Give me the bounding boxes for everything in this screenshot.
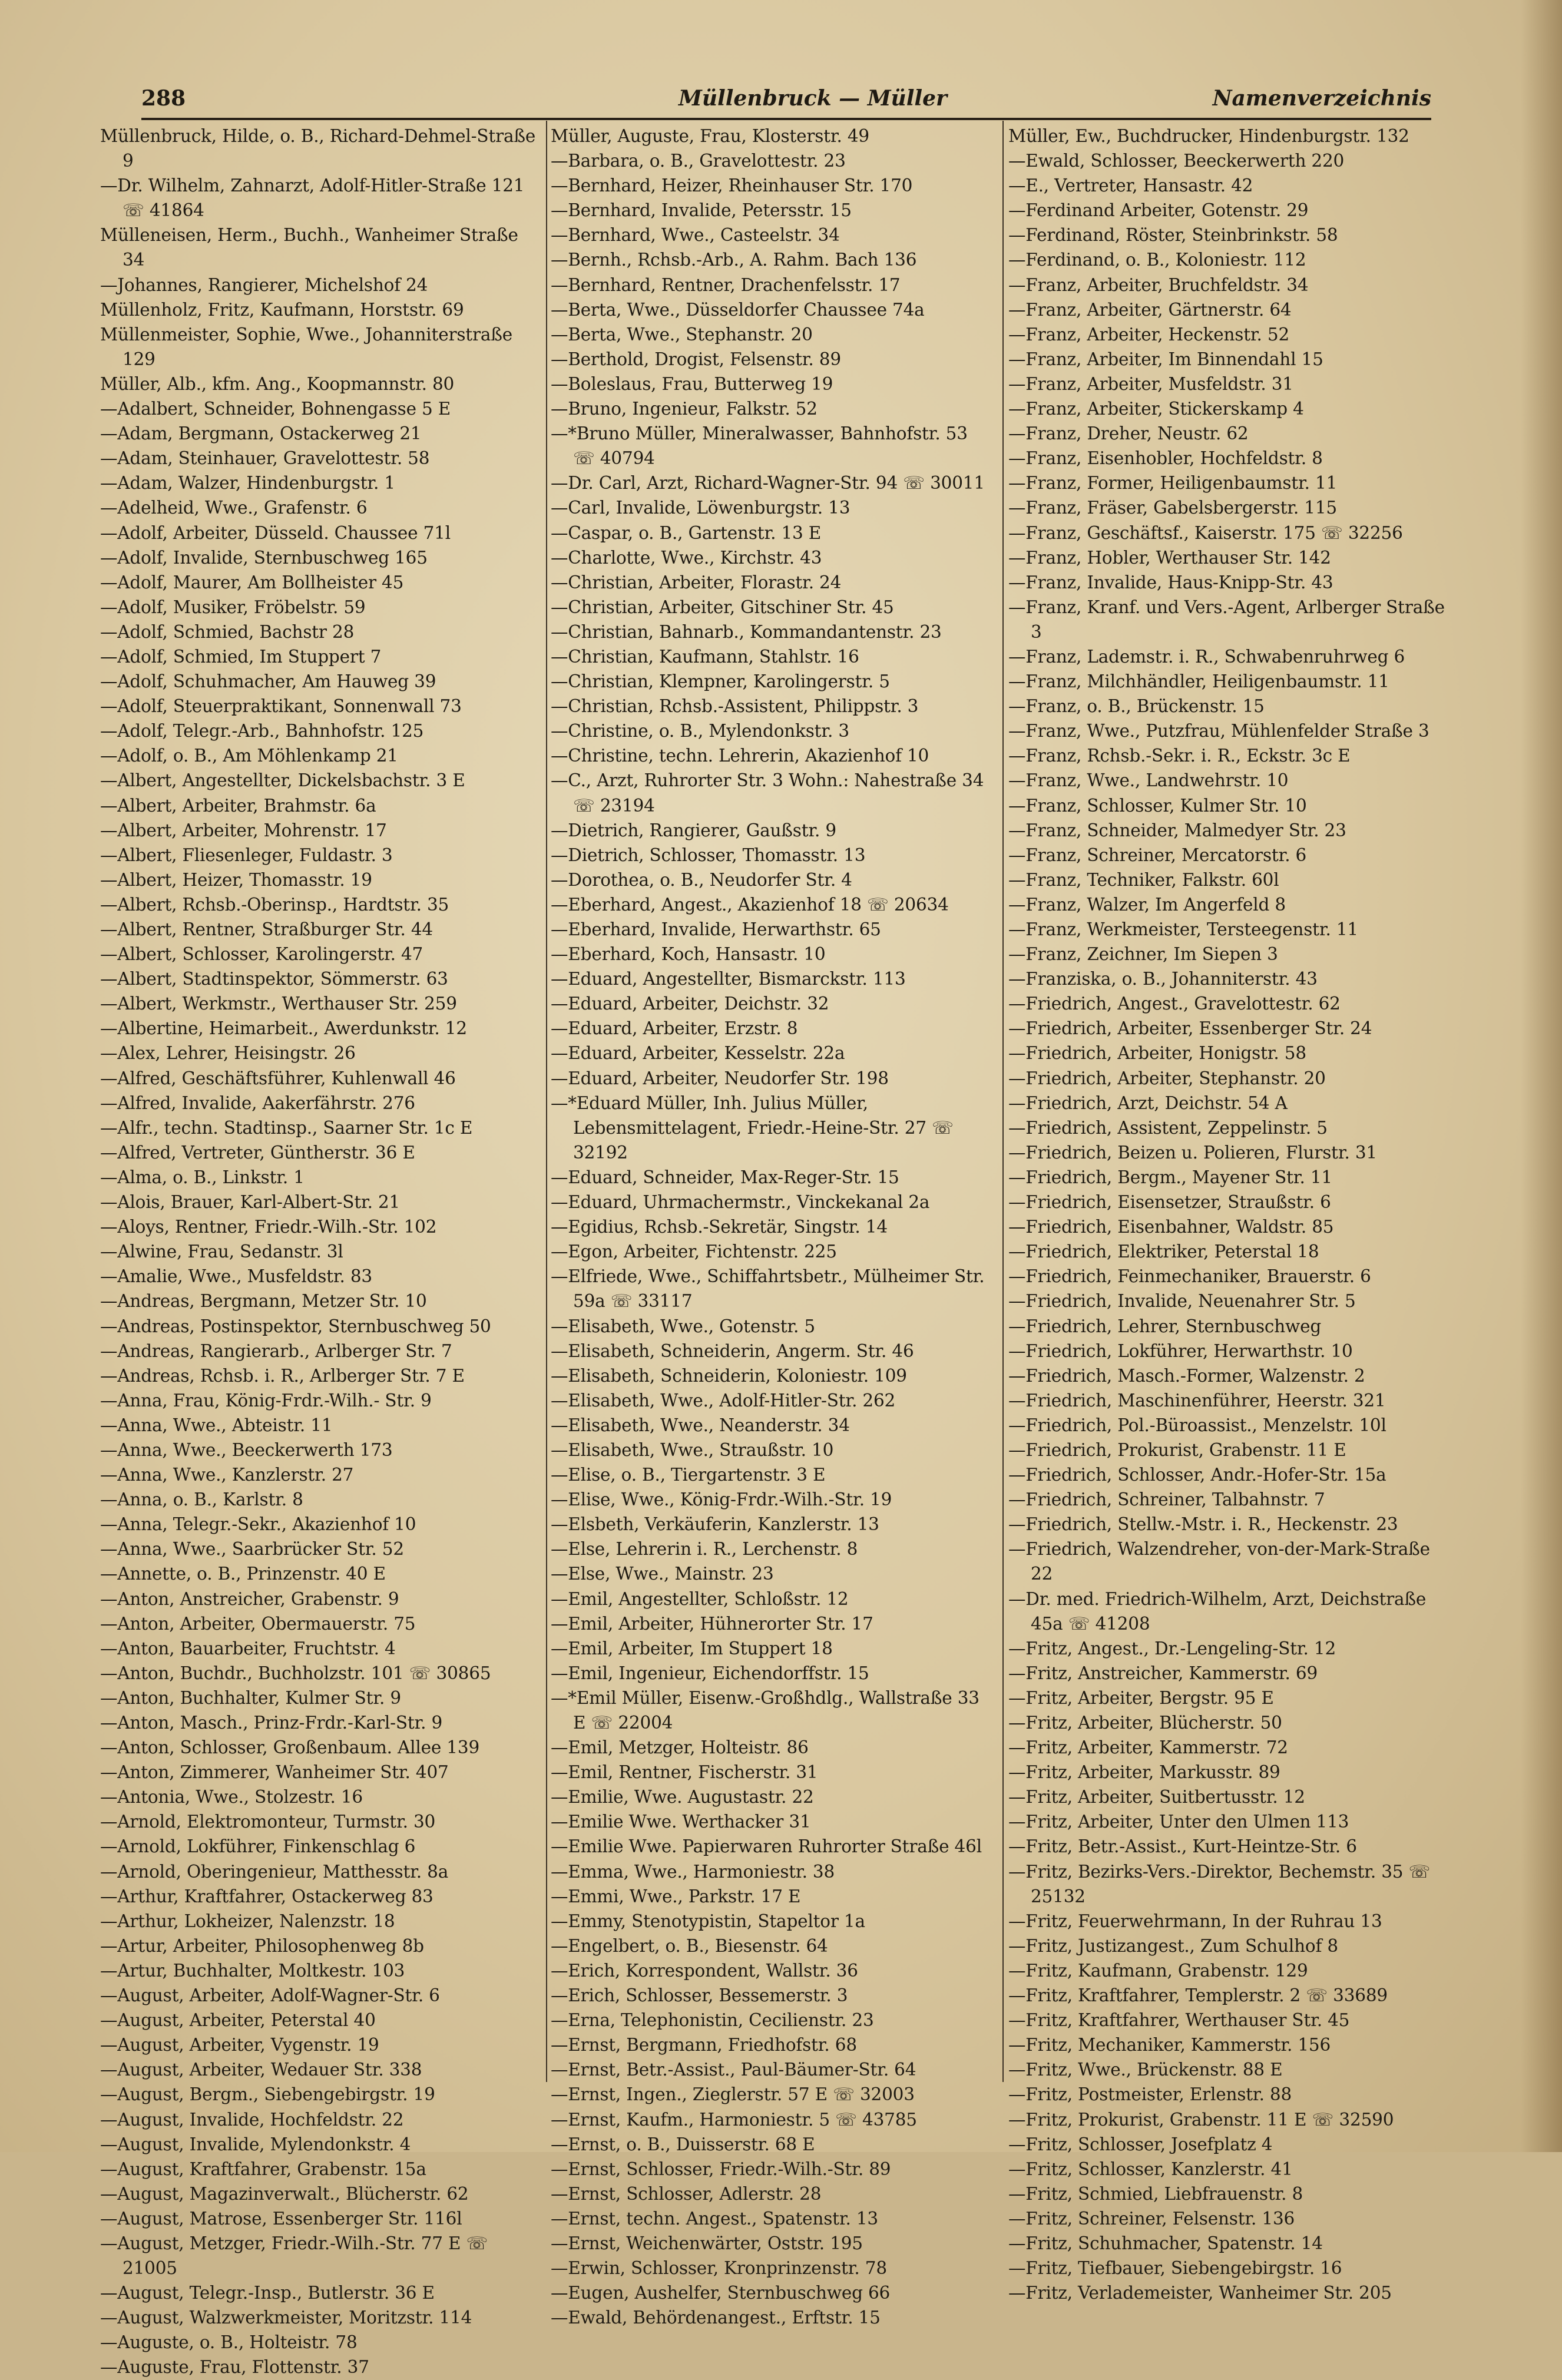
page-number: 288 bbox=[141, 86, 186, 111]
directory-entry: —Eberhard, Invalide, Herwarthstr. 65 bbox=[551, 919, 881, 939]
directory-entry: —Arthur, Kraftfahrer, Ostackerweg 83 bbox=[100, 1886, 433, 1906]
directory-entry: —Fritz, Justizangest., Zum Schulhof 8 bbox=[1008, 1935, 1338, 1956]
directory-entry: —Ernst, Bergmann, Friedhofstr. 68 bbox=[551, 2035, 857, 2055]
directory-entry: —Anton, Masch., Prinz-Frdr.-Karl-Str. 9 bbox=[100, 1713, 443, 1733]
directory-entry: —Alex, Lehrer, Heisingstr. 26 bbox=[100, 1043, 356, 1064]
directory-entry: —Franz, Invalide, Haus-Knipp-Str. 43 bbox=[1008, 572, 1333, 592]
directory-entry: —Franz, Zeichner, Im Siepen 3 bbox=[1008, 944, 1278, 965]
directory-entry: —Franz, Kranf. und Vers.-Agent, Arlberger Straße 3 bbox=[1008, 597, 1445, 642]
directory-entry: —Fritz, Kaufmann, Grabenstr. 129 bbox=[1008, 1960, 1308, 1981]
directory-entry: —Adolf, Musiker, Fröbelstr. 59 bbox=[100, 597, 366, 617]
directory-entry: —Erwin, Schlosser, Kronprinzenstr. 78 bbox=[551, 2258, 887, 2279]
directory-entry: —Franz, Arbeiter, Bruchfeldstr. 34 bbox=[1008, 274, 1309, 295]
directory-entry: —Ewald, Behördenangest., Erftstr. 15 bbox=[551, 2308, 881, 2328]
directory-entry: —Franz, Arbeiter, Heckenstr. 52 bbox=[1008, 324, 1290, 345]
directory-entry: —Elsbeth, Verkäuferin, Kanzlerstr. 13 bbox=[551, 1514, 879, 1535]
directory-entry: —Christian, Arbeiter, Florastr. 24 bbox=[551, 572, 842, 592]
directory-entry: —Adolf, Schmied, Im Stuppert 7 bbox=[100, 646, 382, 667]
directory-entry: Müller, Ew., Buchdrucker, Hindenburgstr. 132 bbox=[1008, 126, 1409, 146]
directory-entry: —Dr. Wilhelm, Zahnarzt, Adolf-Hitler-Straße 121 ☏ 41864 bbox=[100, 176, 525, 221]
directory-entry: —Christian, Arbeiter, Gitschiner Str. 45 bbox=[551, 597, 894, 617]
directory-entry: —Eduard, Uhrmachermstr., Vinckekanal 2a bbox=[551, 1192, 930, 1213]
directory-entry: —Elise, o. B., Tiergartenstr. 3 E bbox=[551, 1465, 826, 1485]
directory-entry: —Dorothea, o. B., Neudorfer Str. 4 bbox=[551, 869, 852, 890]
directory-entry: —Friedrich, Walzendreher, von-der-Mark-Straße 22 bbox=[1008, 1539, 1430, 1584]
directory-entry: —Fritz, Verlademeister, Wanheimer Str. 205 bbox=[1008, 2283, 1392, 2303]
page-spine-shadow bbox=[1521, 0, 1562, 2152]
directory-entry: —Albert, Rchsb.-Oberinsp., Hardtstr. 35 bbox=[100, 894, 449, 915]
directory-entry: —Friedrich, Assistent, Zeppelinstr. 5 bbox=[1008, 1117, 1328, 1138]
directory-entry: —Franz, o. B., Brückenstr. 15 bbox=[1008, 696, 1265, 717]
directory-entry: —Ernst, o. B., Duisserstr. 68 E bbox=[551, 2134, 815, 2154]
directory-entry: —Anna, Frau, König-Frdr.-Wilh.- Str. 9 bbox=[100, 1390, 432, 1411]
directory-entry: —Franz, Arbeiter, Gärtnerstr. 64 bbox=[1008, 299, 1292, 320]
directory-entry: —Friedrich, Angest., Gravelottestr. 62 bbox=[1008, 994, 1341, 1014]
directory-entry: —Artur, Buchhalter, Moltkestr. 103 bbox=[100, 1960, 405, 1981]
directory-entry: —Franz, Techniker, Falkstr. 60l bbox=[1008, 869, 1279, 890]
column-2 bbox=[551, 124, 994, 2330]
directory-entry: —Berthold, Drogist, Felsenstr. 89 bbox=[551, 349, 841, 369]
directory-entry: —Eugen, Aushelfer, Sternbuschweg 66 bbox=[551, 2283, 891, 2303]
directory-entry: —August, Arbeiter, Wedauer Str. 338 bbox=[100, 2060, 422, 2080]
directory-entry: —Fritz, Prokurist, Grabenstr. 11 E ☏ 32590 bbox=[1008, 2109, 1394, 2130]
directory-entry: —Franz, Schlosser, Kulmer Str. 10 bbox=[1008, 795, 1307, 816]
directory-entry: —Anton, Schlosser, Großenbaum. Allee 139 bbox=[100, 1737, 480, 1758]
directory-entry: —Franz, Rchsb.-Sekr. i. R., Eckstr. 3c E bbox=[1008, 746, 1351, 766]
directory-entry: —Fritz, Schlosser, Kanzlerstr. 41 bbox=[1008, 2159, 1293, 2179]
directory-entry: —Elisabeth, Wwe., Adolf-Hitler-Str. 262 bbox=[551, 1390, 896, 1411]
directory-entry: —Elisabeth, Schneiderin, Koloniestr. 109 bbox=[551, 1365, 907, 1386]
directory-entry: —Anna, o. B., Karlstr. 8 bbox=[100, 1489, 303, 1510]
directory-entry: —Boleslaus, Frau, Butterweg 19 bbox=[551, 373, 833, 394]
directory-entry: —Egidius, Rchsb.-Sekretär, Singstr. 14 bbox=[551, 1217, 888, 1237]
directory-entry: —Anna, Telegr.-Sekr., Akazienhof 10 bbox=[100, 1514, 416, 1535]
directory-entry: —Adolf, o. B., Am Möhlenkamp 21 bbox=[100, 746, 398, 766]
directory-entry: —Emilie, Wwe. Augustastr. 22 bbox=[551, 1787, 814, 1808]
directory-entry: —Albert, Angestellter, Dickelsbachstr. 3 E bbox=[100, 770, 465, 791]
column-divider bbox=[1002, 121, 1004, 2082]
directory-entry: —Alwine, Frau, Sedanstr. 3l bbox=[100, 1242, 343, 1262]
directory-entry: —E., Vertreter, Hansastr. 42 bbox=[1008, 176, 1253, 196]
directory-entry: —Fritz, Schmied, Liebfrauenstr. 8 bbox=[1008, 2183, 1303, 2204]
directory-entry: —Franz, Arbeiter, Im Binnendahl 15 bbox=[1008, 349, 1323, 369]
directory-entry: —Elisabeth, Wwe., Gotenstr. 5 bbox=[551, 1316, 815, 1336]
directory-entry: —Adam, Bergmann, Ostackerweg 21 bbox=[100, 423, 422, 444]
directory-entry: —Franz, Dreher, Neustr. 62 bbox=[1008, 423, 1249, 444]
directory-entry: —Friedrich, Lehrer, Sternbuschweg bbox=[1008, 1316, 1322, 1336]
directory-entry: —Friedrich, Maschinenführer, Heerstr. 321 bbox=[1008, 1390, 1386, 1411]
directory-entry: —Franz, Milchhändler, Heiligenbaumstr. 11 bbox=[1008, 671, 1389, 692]
directory-entry: —Franz, Wwe., Putzfrau, Mühlenfelder Straße 3 bbox=[1008, 721, 1429, 742]
directory-entry: —Andreas, Bergmann, Metzer Str. 10 bbox=[100, 1291, 427, 1312]
directory-entry: —Annette, o. B., Prinzenstr. 40 E bbox=[100, 1564, 386, 1584]
directory-entry: —Berta, Wwe., Düsseldorfer Chaussee 74a bbox=[551, 299, 925, 320]
directory-entry: —Christian, Kaufmann, Stahlstr. 16 bbox=[551, 646, 859, 667]
directory-entry: —Franz, Lademstr. i. R., Schwabenruhrweg 6 bbox=[1008, 646, 1405, 667]
directory-entry: —Eduard, Arbeiter, Neudorfer Str. 198 bbox=[551, 1068, 889, 1088]
directory-entry: —Albert, Schlosser, Karolingerstr. 47 bbox=[100, 944, 423, 965]
directory-entry: —Franz, Former, Heiligenbaumstr. 11 bbox=[1008, 473, 1338, 494]
directory-entry: —Dietrich, Schlosser, Thomasstr. 13 bbox=[551, 845, 866, 865]
directory-entry: —Adam, Walzer, Hindenburgstr. 1 bbox=[100, 473, 395, 494]
directory-entry: —August, Metzger, Friedr.-Wilh.-Str. 77 E ☏ 21005 bbox=[100, 2233, 488, 2279]
directory-entry: —Anna, Wwe., Kanzlerstr. 27 bbox=[100, 1465, 354, 1485]
directory-entry: —Fritz, Postmeister, Erlenstr. 88 bbox=[1008, 2084, 1292, 2105]
directory-entry: —Friedrich, Schlosser, Andr.-Hofer-Str. 15a bbox=[1008, 1465, 1386, 1485]
directory-entry: —Ernst, Ingen., Zieglerstr. 57 E ☏ 32003 bbox=[551, 2084, 915, 2105]
directory-entry: —Erich, Schlosser, Bessemerstr. 3 bbox=[551, 1985, 848, 2006]
directory-entry: —Andreas, Postinspektor, Sternbuschweg 50 bbox=[100, 1316, 491, 1336]
directory-entry: —Franz, Arbeiter, Musfeldstr. 31 bbox=[1008, 373, 1293, 394]
directory-entry: —Bernh., Rchsb.-Arb., A. Rahm. Bach 136 bbox=[551, 250, 917, 270]
directory-entry: —Alma, o. B., Linkstr. 1 bbox=[100, 1167, 305, 1187]
directory-entry: —Alfred, Invalide, Aakerfährstr. 276 bbox=[100, 1093, 415, 1113]
directory-entry: —Caspar, o. B., Gartenstr. 13 E bbox=[551, 522, 822, 543]
directory-entry: —Emil, Angestellter, Schloßstr. 12 bbox=[551, 1588, 849, 1609]
directory-entry: —Andreas, Rangierarb., Arlberger Str. 7 bbox=[100, 1340, 452, 1361]
directory-entry: —Emmi, Wwe., Parkstr. 17 E bbox=[551, 1886, 801, 1906]
directory-entry: —Friedrich, Arbeiter, Stephanstr. 20 bbox=[1008, 1068, 1326, 1088]
directory-entry: —Franz, Fräser, Gabelsbergerstr. 115 bbox=[1008, 498, 1337, 518]
directory-entry: —Fritz, Mechaniker, Kammerstr. 156 bbox=[1008, 2035, 1331, 2055]
directory-entry: —Eduard, Arbeiter, Erzstr. 8 bbox=[551, 1018, 798, 1039]
directory-entry: —Berta, Wwe., Stephanstr. 20 bbox=[551, 324, 813, 345]
directory-entry: —August, Telegr.-Insp., Butlerstr. 36 E bbox=[100, 2283, 435, 2303]
directory-entry: —August, Arbeiter, Adolf-Wagner-Str. 6 bbox=[100, 1985, 440, 2006]
directory-entry: —Fritz, Betr.-Assist., Kurt-Heintze-Str. 6 bbox=[1008, 1836, 1357, 1857]
directory-entry: —Ernst, techn. Angest., Spatenstr. 13 bbox=[551, 2208, 878, 2229]
directory-entry: —*Eduard Müller, Inh. Julius Müller, Lebensmittelagent, Friedr.-Heine-Str. 27 ☏ 32192 bbox=[551, 1093, 954, 1163]
directory-entry: —Fritz, Tiefbauer, Siebengebirgstr. 16 bbox=[1008, 2258, 1342, 2279]
directory-entry: —Christian, Bahnarb., Kommandantenstr. 23 bbox=[551, 621, 942, 642]
directory-entry: —Franz, Arbeiter, Stickerskamp 4 bbox=[1008, 399, 1304, 419]
directory-entry: —Ferdinand, o. B., Koloniestr. 112 bbox=[1008, 250, 1306, 270]
directory-entry: —Fritz, Wwe., Brückenstr. 88 E bbox=[1008, 2060, 1283, 2080]
directory-entry: —Emil, Metzger, Holteistr. 86 bbox=[551, 1737, 809, 1758]
directory-entry: —Anna, Wwe., Saarbrücker Str. 52 bbox=[100, 1539, 404, 1560]
directory-entry: —Elisabeth, Wwe., Neanderstr. 34 bbox=[551, 1415, 850, 1435]
directory-entry: —August, Walzwerkmeister, Moritzstr. 114 bbox=[100, 2308, 472, 2328]
directory-entry: —Dr. med. Friedrich-Wilhelm, Arzt, Deichstraße 45a ☏ 41208 bbox=[1008, 1588, 1427, 1634]
directory-entry: —Emil, Arbeiter, Hühnerorter Str. 17 bbox=[551, 1613, 873, 1634]
directory-entry: Mülleneisen, Herm., Buchh., Wanheimer Straße 34 bbox=[100, 225, 518, 270]
directory-entry: —Eduard, Angestellter, Bismarckstr. 113 bbox=[551, 969, 906, 989]
directory-entry: —Friedrich, Invalide, Neuenahrer Str. 5 bbox=[1008, 1291, 1356, 1312]
directory-entry: —Ernst, Schlosser, Friedr.-Wilh.-Str. 89 bbox=[551, 2159, 891, 2179]
directory-entry: —Johannes, Rangierer, Michelshof 24 bbox=[100, 274, 428, 295]
directory-entry: —Franz, Hobler, Werthauser Str. 142 bbox=[1008, 547, 1331, 568]
directory-entry: —Friedrich, Bergm., Mayener Str. 11 bbox=[1008, 1167, 1332, 1187]
directory-entry: —Antonia, Wwe., Stolzestr. 16 bbox=[100, 1787, 363, 1808]
directory-entry: —Fritz, Anstreicher, Kammerstr. 69 bbox=[1008, 1663, 1318, 1683]
directory-entry: —Egon, Arbeiter, Fichtenstr. 225 bbox=[551, 1242, 837, 1262]
directory-entry: —Eduard, Arbeiter, Kesselstr. 22a bbox=[551, 1043, 845, 1064]
directory-entry: —August, Arbeiter, Peterstal 40 bbox=[100, 2010, 376, 2031]
directory-entry: —Anton, Arbeiter, Obermauerstr. 75 bbox=[100, 1613, 416, 1634]
directory-entry: —August, Invalide, Hochfeldstr. 22 bbox=[100, 2109, 404, 2130]
directory-entry: —Fritz, Arbeiter, Unter den Ulmen 113 bbox=[1008, 1812, 1349, 1832]
directory-entry: —Andreas, Rchsb. i. R., Arlberger Str. 7 E bbox=[100, 1365, 465, 1386]
directory-entry: —Alfred, Vertreter, Güntherstr. 36 E bbox=[100, 1142, 415, 1163]
directory-entry: —Emil, Ingenieur, Eichendorffstr. 15 bbox=[551, 1663, 869, 1683]
directory-entry: —Adalbert, Schneider, Bohnengasse 5 E bbox=[100, 399, 451, 419]
directory-entry: —Franz, Wwe., Landwehrstr. 10 bbox=[1008, 770, 1289, 791]
directory-entry: —Carl, Invalide, Löwenburgstr. 13 bbox=[551, 498, 851, 518]
directory-entry: —Ernst, Weichenwärter, Oststr. 195 bbox=[551, 2233, 863, 2253]
directory-entry: —Fritz, Arbeiter, Markusstr. 89 bbox=[1008, 1762, 1280, 1783]
directory-entry: —Alfred, Geschäftsführer, Kuhlenwall 46 bbox=[100, 1068, 456, 1088]
directory-entry: —Amalie, Wwe., Musfeldstr. 83 bbox=[100, 1266, 372, 1287]
directory-entry: —C., Arzt, Ruhrorter Str. 3 Wohn.: Nahestraße 34 ☏ 23194 bbox=[551, 770, 984, 816]
directory-entry: —*Emil Müller, Eisenw.-Großhdlg., Wallstraße 33 E ☏ 22004 bbox=[551, 1687, 979, 1733]
directory-entry: —Bernhard, Rentner, Drachenfelsstr. 17 bbox=[551, 274, 901, 295]
directory-entry: —Friedrich, Schreiner, Talbahnstr. 7 bbox=[1008, 1489, 1325, 1510]
directory-entry: —Friedrich, Pol.-Büroassist., Menzelstr. 10l bbox=[1008, 1415, 1386, 1435]
directory-entry: —Adolf, Invalide, Sternbuschweg 165 bbox=[100, 547, 428, 568]
directory-entry: —Albert, Arbeiter, Brahmstr. 6a bbox=[100, 795, 376, 816]
directory-entry: —Anton, Zimmerer, Wanheimer Str. 407 bbox=[100, 1762, 449, 1783]
directory-entry: —Anton, Anstreicher, Grabenstr. 9 bbox=[100, 1588, 399, 1609]
directory-entry: —Albert, Fliesenleger, Fuldastr. 3 bbox=[100, 845, 393, 865]
directory-entry: —Arnold, Oberingenieur, Matthesstr. 8a bbox=[100, 1861, 449, 1882]
directory-entry: —Ferdinand Arbeiter, Gotenstr. 29 bbox=[1008, 200, 1309, 221]
directory-entry: —Emil, Rentner, Fischerstr. 31 bbox=[551, 1762, 818, 1783]
directory-entry: —Fritz, Feuerwehrmann, In der Ruhrau 13 bbox=[1008, 1911, 1382, 1931]
directory-entry: —Adolf, Schuhmacher, Am Hauweg 39 bbox=[100, 671, 436, 692]
running-title: Müllenbruck — Müller bbox=[679, 86, 947, 111]
directory-entry: —Friedrich, Elektriker, Peterstal 18 bbox=[1008, 1242, 1319, 1262]
directory-entry: —Anton, Bauarbeiter, Fruchtstr. 4 bbox=[100, 1638, 396, 1659]
directory-entry: —Fritz, Arbeiter, Bergstr. 95 E bbox=[1008, 1687, 1274, 1708]
directory-entry: —Friedrich, Arzt, Deichstr. 54 A bbox=[1008, 1093, 1288, 1113]
directory-entry: —Fritz, Schlosser, Josefplatz 4 bbox=[1008, 2134, 1273, 2154]
directory-entry: —Elfriede, Wwe., Schiffahrtsbetr., Mülheimer Str. 59a ☏ 33117 bbox=[551, 1266, 985, 1312]
directory-entry: —Bruno, Ingenieur, Falkstr. 52 bbox=[551, 399, 818, 419]
directory-entry: —Dr. Carl, Arzt, Richard-Wagner-Str. 94 ☏ 30011 bbox=[551, 473, 985, 494]
directory-entry: —Friedrich, Arbeiter, Honigstr. 58 bbox=[1008, 1043, 1306, 1064]
directory-entry: —Albertine, Heimarbeit., Awerdunkstr. 12 bbox=[100, 1018, 467, 1039]
directory-entry: —Emilie Wwe. Werthacker 31 bbox=[551, 1812, 811, 1832]
directory-entry: —Friedrich, Masch.-Former, Walzenstr. 2 bbox=[1008, 1365, 1365, 1386]
directory-entry: —Friedrich, Eisensetzer, Straußstr. 6 bbox=[1008, 1192, 1331, 1213]
header-rule bbox=[141, 118, 1431, 120]
directory-entry: —Franz, Eisenhobler, Hochfeldstr. 8 bbox=[1008, 448, 1323, 469]
directory-entry: —Auguste, o. B., Holteistr. 78 bbox=[100, 2332, 358, 2353]
directory-entry: —Friedrich, Eisenbahner, Waldstr. 85 bbox=[1008, 1217, 1334, 1237]
directory-entry: —Adolf, Steuerpraktikant, Sonnenwall 73 bbox=[100, 696, 462, 717]
directory-entry: —Ernst, Betr.-Assist., Paul-Bäumer-Str. 64 bbox=[551, 2060, 916, 2080]
directory-entry: —Aloys, Rentner, Friedr.-Wilh.-Str. 102 bbox=[100, 1217, 437, 1237]
directory-entry: —Emma, Wwe., Harmoniestr. 38 bbox=[551, 1861, 835, 1882]
directory-entry: —Emmy, Stenotypistin, Stapeltor 1a bbox=[551, 1911, 865, 1931]
directory-entry: —Barbara, o. B., Gravelottestr. 23 bbox=[551, 151, 846, 171]
directory-entry: —Anna, Wwe., Abteistr. 11 bbox=[100, 1415, 333, 1435]
directory-entry: —Ernst, Kaufm., Harmoniestr. 5 ☏ 43785 bbox=[551, 2109, 917, 2130]
directory-entry: Müller, Auguste, Frau, Klosterstr. 49 bbox=[551, 126, 869, 146]
directory-entry: —Arthur, Lokheizer, Nalenzstr. 18 bbox=[100, 1911, 395, 1931]
directory-entry: —Ferdinand, Röster, Steinbrinkstr. 58 bbox=[1008, 225, 1338, 246]
column-3 bbox=[1008, 124, 1451, 2305]
directory-entry: —Friedrich, Beizen u. Polieren, Flurstr. 31 bbox=[1008, 1142, 1377, 1163]
directory-entry: —August, Invalide, Mylendonkstr. 4 bbox=[100, 2134, 411, 2154]
directory-entry: —Engelbert, o. B., Biesenstr. 64 bbox=[551, 1935, 828, 1956]
directory-entry: —Franz, Schreiner, Mercatorstr. 6 bbox=[1008, 845, 1307, 865]
directory-entry: Müllenholz, Fritz, Kaufmann, Horststr. 69 bbox=[100, 299, 464, 320]
directory-entry: —Auguste, Frau, Flottenstr. 37 bbox=[100, 2357, 369, 2378]
directory-entry: —Albert, Heizer, Thomasstr. 19 bbox=[100, 869, 372, 890]
directory-entry: —Franz, Werkmeister, Tersteegenstr. 11 bbox=[1008, 919, 1358, 939]
directory-entry: —Fritz, Arbeiter, Kammerstr. 72 bbox=[1008, 1737, 1288, 1758]
section-title: Namenverzeichnis bbox=[1212, 86, 1431, 111]
directory-entry: —Eduard, Arbeiter, Deichstr. 32 bbox=[551, 994, 829, 1014]
directory-entry: —Alfr., techn. Stadtinsp., Saarner Str. 1c E bbox=[100, 1117, 473, 1138]
directory-entry: —Eberhard, Koch, Hansastr. 10 bbox=[551, 944, 826, 965]
directory-entry: Müllenmeister, Sophie, Wwe., Johanniterstraße 129 bbox=[100, 324, 512, 369]
directory-entry: —August, Magazinverwalt., Blücherstr. 62 bbox=[100, 2183, 469, 2204]
directory-entry: —Albert, Werkmstr., Werthauser Str. 259 bbox=[100, 994, 457, 1014]
directory-entry: —Adolf, Arbeiter, Düsseld. Chaussee 71l bbox=[100, 522, 451, 543]
directory-entry: —Ernst, Schlosser, Adlerstr. 28 bbox=[551, 2183, 822, 2204]
directory-entry: —Franz, Schneider, Malmedyer Str. 23 bbox=[1008, 820, 1346, 840]
directory-entry: —Franz, Geschäftsf., Kaiserstr. 175 ☏ 32256 bbox=[1008, 522, 1403, 543]
directory-entry: —*Bruno Müller, Mineralwasser, Bahnhofstr. 53 ☏ 40794 bbox=[551, 423, 968, 469]
directory-entry: —Albert, Rentner, Straßburger Str. 44 bbox=[100, 919, 433, 939]
directory-entry: Müller, Alb., kfm. Ang., Koopmannstr. 80 bbox=[100, 373, 455, 394]
directory-entry: —Franz, Walzer, Im Angerfeld 8 bbox=[1008, 894, 1286, 915]
directory-entry: —August, Arbeiter, Vygenstr. 19 bbox=[100, 2035, 379, 2055]
directory-entry: —Fritz, Bezirks-Vers.-Direktor, Bechemstr. 35 ☏ 25132 bbox=[1008, 1861, 1431, 1906]
directory-entry: —Arnold, Elektromonteur, Turmstr. 30 bbox=[100, 1812, 436, 1832]
directory-entry: —Anton, Buchhalter, Kulmer Str. 9 bbox=[100, 1687, 401, 1708]
directory-entry: —Bernhard, Heizer, Rheinhauser Str. 170 bbox=[551, 176, 913, 196]
directory-entry: —Erna, Telephonistin, Cecilienstr. 23 bbox=[551, 2010, 874, 2031]
directory-entry: —Adolf, Maurer, Am Bollheister 45 bbox=[100, 572, 404, 592]
directory-entry: —Christian, Klempner, Karolingerstr. 5 bbox=[551, 671, 890, 692]
directory-entry: —Friedrich, Feinmechaniker, Brauerstr. 6 bbox=[1008, 1266, 1371, 1287]
directory-entry: —August, Bergm., Siebengebirgstr. 19 bbox=[100, 2084, 435, 2105]
column-1 bbox=[100, 124, 543, 2380]
directory-entry: —Ewald, Schlosser, Beeckerwerth 220 bbox=[1008, 151, 1345, 171]
directory-entry: —Albert, Stadtinspektor, Sömmerstr. 63 bbox=[100, 969, 448, 989]
directory-entry: —Friedrich, Lokführer, Herwarthstr. 10 bbox=[1008, 1340, 1353, 1361]
directory-entry: —Else, Lehrerin i. R., Lerchenstr. 8 bbox=[551, 1539, 858, 1560]
directory-entry: —Artur, Arbeiter, Philosophenweg 8b bbox=[100, 1935, 424, 1956]
directory-entry: —Bernhard, Invalide, Petersstr. 15 bbox=[551, 200, 852, 221]
directory-entry: —Arnold, Lokführer, Finkenschlag 6 bbox=[100, 1836, 416, 1857]
directory-entry: —Elise, Wwe., König-Frdr.-Wilh.-Str. 19 bbox=[551, 1489, 892, 1510]
directory-entry: —Anna, Wwe., Beeckerwerth 173 bbox=[100, 1439, 393, 1460]
directory-entry: —Friedrich, Arbeiter, Essenberger Str. 24 bbox=[1008, 1018, 1372, 1039]
directory-entry: —Elisabeth, Wwe., Straußstr. 10 bbox=[551, 1439, 834, 1460]
directory-entry: —Christine, o. B., Mylendonkstr. 3 bbox=[551, 721, 849, 742]
directory-entry: —Dietrich, Rangierer, Gaußstr. 9 bbox=[551, 820, 836, 840]
directory-entry: —Erich, Korrespondent, Wallstr. 36 bbox=[551, 1960, 858, 1981]
directory-entry: —Eberhard, Angest., Akazienhof 18 ☏ 20634 bbox=[551, 894, 949, 915]
directory-entry: —Alois, Brauer, Karl-Albert-Str. 21 bbox=[100, 1192, 401, 1213]
directory-entry: Müllenbruck, Hilde, o. B., Richard-Dehmel-Straße 9 bbox=[100, 126, 536, 171]
directory-entry: —Bernhard, Wwe., Casteelstr. 34 bbox=[551, 225, 840, 246]
directory-entry: —Fritz, Arbeiter, Blücherstr. 50 bbox=[1008, 1713, 1282, 1733]
directory-entry: —Emilie Wwe. Papierwaren Ruhrorter Straße 46l bbox=[551, 1836, 982, 1857]
directory-entry: —Friedrich, Stellw.-Mstr. i. R., Heckenstr. 23 bbox=[1008, 1514, 1398, 1535]
directory-entry: —Fritz, Kraftfahrer, Werthauser Str. 45 bbox=[1008, 2010, 1350, 2031]
directory-entry: —Adelheid, Wwe., Grafenstr. 6 bbox=[100, 498, 368, 518]
directory-entry: —Adam, Steinhauer, Gravelottestr. 58 bbox=[100, 448, 430, 469]
directory-entry: —Emil, Arbeiter, Im Stuppert 18 bbox=[551, 1638, 833, 1659]
directory-entry: —Fritz, Arbeiter, Suitbertusstr. 12 bbox=[1008, 1787, 1305, 1808]
directory-entry: —Fritz, Schreiner, Felsenstr. 136 bbox=[1008, 2208, 1295, 2229]
directory-entry: —Else, Wwe., Mainstr. 23 bbox=[551, 1564, 774, 1584]
directory-entry: —August, Matrose, Essenberger Str. 116l bbox=[100, 2208, 462, 2229]
directory-entry: —Adolf, Telegr.-Arb., Bahnhofstr. 125 bbox=[100, 721, 424, 742]
directory-entry: —Adolf, Schmied, Bachstr 28 bbox=[100, 621, 355, 642]
directory-entry: —Anton, Buchdr., Buchholzstr. 101 ☏ 30865 bbox=[100, 1663, 491, 1683]
directory-entry: —Elisabeth, Schneiderin, Angerm. Str. 46 bbox=[551, 1340, 914, 1361]
directory-entry: —Albert, Arbeiter, Mohrenstr. 17 bbox=[100, 820, 387, 840]
directory-entry: —Franziska, o. B., Johanniterstr. 43 bbox=[1008, 969, 1318, 989]
directory-entry: —Friedrich, Prokurist, Grabenstr. 11 E bbox=[1008, 1439, 1346, 1460]
directory-entry: —Christine, techn. Lehrerin, Akazienhof 10 bbox=[551, 746, 929, 766]
column-divider bbox=[546, 121, 547, 2082]
directory-entry: —Fritz, Schuhmacher, Spatenstr. 14 bbox=[1008, 2233, 1323, 2253]
directory-entry: —August, Kraftfahrer, Grabenstr. 15a bbox=[100, 2159, 426, 2179]
directory-entry: —Christian, Rchsb.-Assistent, Philippstr. 3 bbox=[551, 696, 919, 717]
directory-entry: —Charlotte, Wwe., Kirchstr. 43 bbox=[551, 547, 822, 568]
directory-entry: —Fritz, Kraftfahrer, Templerstr. 2 ☏ 33689 bbox=[1008, 1985, 1388, 2006]
directory-entry: —Fritz, Angest., Dr.-Lengeling-Str. 12 bbox=[1008, 1638, 1336, 1659]
page-header bbox=[141, 81, 1431, 117]
directory-entry: —Eduard, Schneider, Max-Reger-Str. 15 bbox=[551, 1167, 899, 1187]
